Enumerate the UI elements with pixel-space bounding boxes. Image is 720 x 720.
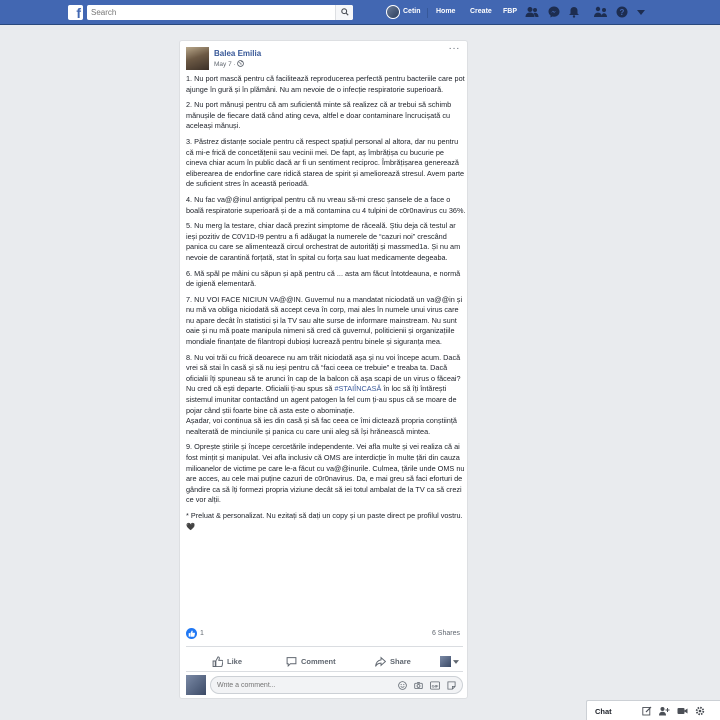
settings-gear-icon[interactable] — [695, 706, 705, 716]
share-button[interactable] — [375, 656, 411, 667]
like-reaction-icon — [186, 628, 197, 639]
post-options-button[interactable]: ··· — [448, 43, 460, 54]
post-footer-note: * Preluat & personalizat. Nu ezitați să dați un copy și un paste direct pe profilul vostru.🖤 — [186, 510, 463, 531]
post-author[interactable]: Balea Emilia — [214, 49, 262, 58]
share-label: Share — [390, 657, 411, 666]
post-as-selector[interactable] — [440, 656, 463, 667]
author-avatar[interactable] — [186, 47, 209, 70]
top-navigation-bar — [0, 0, 720, 25]
messenger-icon[interactable] — [548, 6, 560, 18]
nav-divider — [427, 8, 428, 18]
new-message-icon[interactable] — [642, 706, 652, 716]
like-button[interactable] — [212, 656, 242, 667]
chevron-down-icon — [453, 660, 459, 664]
hashtag-link[interactable]: #STAIÎNCASĂ — [334, 384, 382, 394]
search-button[interactable] — [335, 5, 353, 20]
post-text — [186, 74, 466, 537]
divider — [186, 646, 463, 647]
comment-label: Comment — [301, 657, 336, 666]
nav-home[interactable]: Home — [436, 8, 456, 15]
comment-icon — [286, 656, 297, 667]
post-paragraph — [186, 353, 466, 438]
post-card — [179, 40, 468, 699]
commenter-avatar[interactable] — [186, 675, 206, 695]
new-group-icon[interactable] — [659, 706, 670, 716]
shares-count[interactable]: 6 Shares — [431, 630, 460, 637]
friend-requests-icon[interactable] — [594, 6, 608, 18]
post-actions — [186, 652, 463, 672]
thumbs-up-icon — [212, 656, 223, 667]
svg-text:GIF: GIF — [431, 683, 439, 689]
post-paragraph: 7. NU VOI FACE NICIUN VA@@IN. Guvernul nu a mandatat niciodată un va@@in și nu mă va obliga niciodată să accept ceva în corp, mai ales în numele unui virus care nu apare decât în statistici și la TV sau alte surse de informare mainstream. Nu sunt oaie și nu mă poate manipula nimeni să cred că guvernul, politicienii și organizațiile mondiale finanțate de filantropi dubioși lucrează pentru binele și siguranța mea. — [186, 294, 463, 347]
divider — [186, 671, 463, 672]
post-paragraph: 4. Nu fac va@@inul antigripal pentru că nu vreau să-mi cresc șansele de a face o boală respiratorie superioară și de a mă contamina cu 4 tulpini de c0r0navirus cu 36%. — [186, 194, 466, 215]
friends-icon[interactable] — [525, 6, 539, 18]
post-as-avatar — [440, 656, 451, 667]
account-menu-icon[interactable] — [637, 10, 645, 15]
help-icon[interactable] — [616, 6, 628, 18]
post-paragraph: 6. Mă spăl pe mâini cu săpun și apă pentru că ... asta am făcut întotdeauna, e normă de igienă elementară. — [186, 268, 461, 289]
reaction-summary[interactable] — [186, 628, 204, 639]
post-date[interactable]: May 7 · — [214, 61, 238, 68]
post-paragraph: 3. Păstrez distanțe sociale pentru că respect spațiul personal al altora, dar nu pentru că mi-e frică de concetățenii sau vecinii mei. De fapt, aș îmbrățișa cu bucurie pe cineva chiar acum în public dacă ar fi un sentiment reciproc. Îmbrățișarea generează eliberearea de endorfine care ridică starea de spirit și ameliorează stresul. Avem parte de suficient stres în această perioadă. — [186, 136, 465, 189]
notifications-icon[interactable] — [568, 6, 580, 18]
like-label: Like — [227, 657, 243, 666]
sticker-icon[interactable] — [447, 681, 456, 690]
chat-bar[interactable] — [586, 700, 720, 720]
profile-avatar[interactable] — [386, 5, 400, 19]
paragraph-text: 8. Nu voi trăi cu frică deoarece nu am trăit niciodată așa și nu voi începe acum. Dacă vrei să stai în casă și să nu ieși pentru că “faci ceea ce trebuie” e treaba ta. Dacă oficialii îți spuneau să te arunci în cap de la balcon că așa scapi de un virus o făceai? Nu cred că ești departe. Oficialii ți-au spus să — [186, 352, 461, 394]
nav-create[interactable]: Create — [470, 8, 492, 15]
nav-profile-name[interactable]: Cetin — [403, 8, 421, 15]
svg-text:?: ? — [619, 8, 625, 17]
post-meta — [214, 60, 244, 68]
comment-composer[interactable] — [210, 676, 463, 694]
comment-input[interactable] — [217, 679, 387, 692]
post-paragraph: 1. Nu port mască pentru că facilitează reproducerea perfectă pentru bacteriile care pot ajunge în gură și în plămâni. Nu am nevoie de o infecție respiratorie superioară. — [186, 74, 465, 94]
search-bar[interactable] — [87, 5, 353, 20]
emoji-icon[interactable] — [398, 681, 407, 690]
comment-button[interactable] — [286, 656, 336, 667]
paragraph-text: în loc să îți întărești sistemul imunitar contactând un agent patogen la fel cum ți-au spus că se moare de pojar când știi foarte bine că asta este o abominație. Așadar, voi continua să ies din casă și să fac ceea ce îmi dictează propria conștiință nealterată de minciunile și panica cu care unii aleg să își hrănească mintea. — [186, 384, 457, 436]
reaction-count[interactable]: 1 — [200, 630, 204, 637]
search-input[interactable] — [87, 5, 335, 20]
search-icon — [341, 8, 349, 16]
post-paragraph: 5. Nu merg la testare, chiar dacă prezint simptome de răceală. Știu deja că testul ar ieși pozitiv de C0V1D-I9 pentru a fi adăugat la numerele de “cazuri noi” crescând panica cu care se alimentează circul orchestrat de autorități și massmed1a. Și nu am nevoie de carantină forțată, stat în spital cu forța sau luat medicamente degeaba. — [186, 221, 461, 262]
post-paragraph: 2. Nu port mănuși pentru că am suficientă minte să realizez că ar trebui să schimb mănușile de fiecare dată când ating ceva, altfel e doar contaminare încrucișată cu aceleași mănuși. — [186, 100, 452, 131]
chat-label[interactable]: Chat — [595, 707, 612, 716]
gif-icon[interactable] — [430, 681, 440, 690]
video-call-icon[interactable] — [677, 706, 688, 716]
facebook-logo[interactable]: f — [68, 5, 83, 20]
share-icon — [375, 656, 386, 667]
globe-icon — [237, 60, 244, 67]
nav-fbp[interactable]: FBP — [503, 8, 517, 15]
post-paragraph: 9. Oprește știrile și începe cercetările independente. Vei afla multe și vei realiza că ai fost mințit și manipulat. Vei afla inclusiv că OMS are interdicție în multe țări din cauza milioanelor de victime pe care le-a făcut cu va@@inurile. Culmea, țările unde OMS nu are acces, au cele mai puține cazuri de c0r0navirus. Da, e mai greu să faci eforturi de gândire ca să îți formezi propria viziune decât să iei totul ambalat de la TV ca să crezi ce vor alții. — [186, 442, 465, 505]
camera-icon[interactable] — [414, 681, 423, 690]
